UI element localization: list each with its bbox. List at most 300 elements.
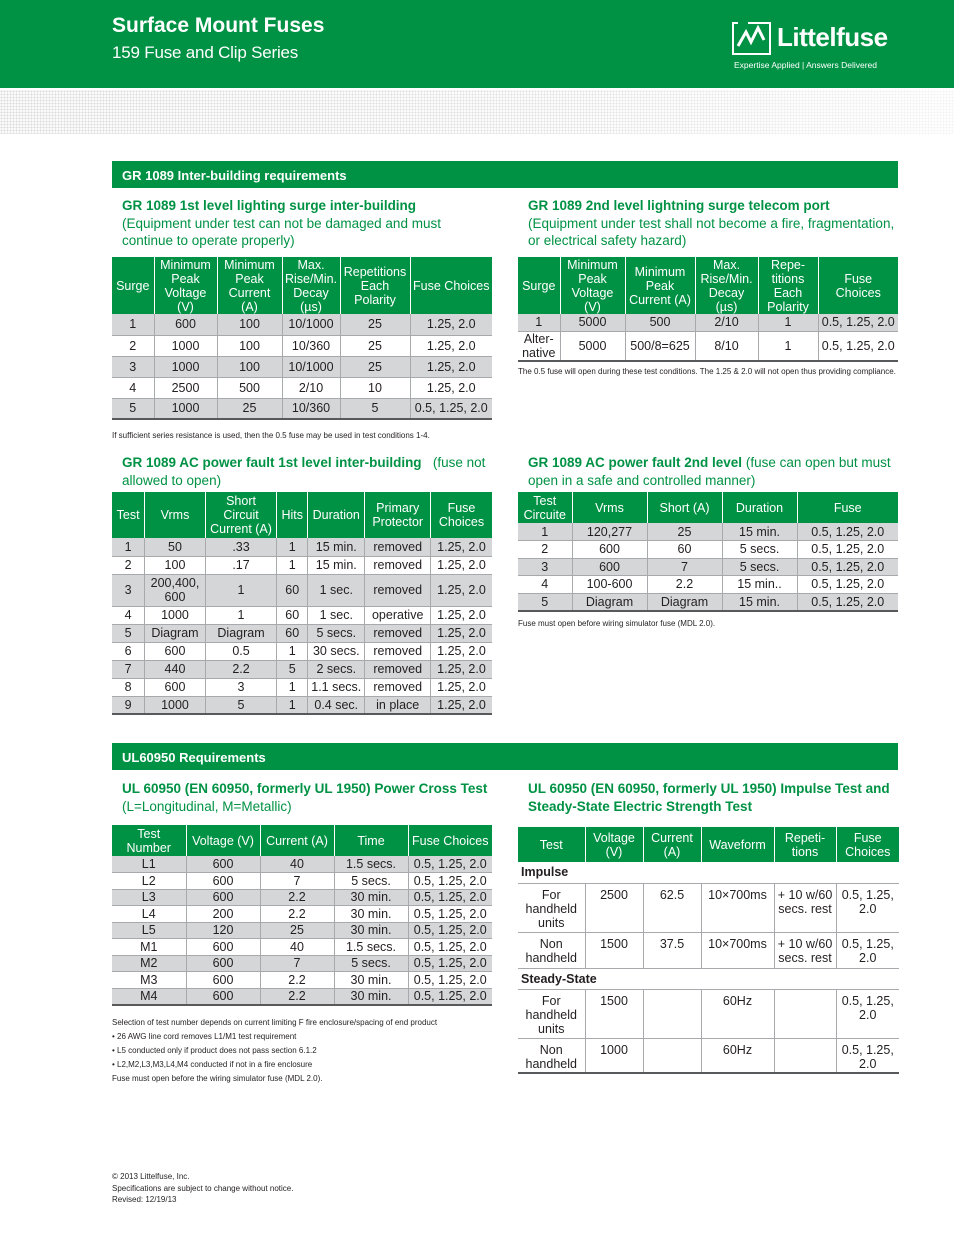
- t3-heading: [122, 454, 492, 489]
- table-row: [112, 356, 492, 377]
- t6-header-cell: Repeti- tions: [774, 827, 836, 862]
- t1-header-cell: Repetitions Each Polarity: [340, 257, 410, 314]
- cell: 0.5, 1.25, 2.0: [818, 314, 898, 331]
- cell: 0.5, 1.25, 2.0: [408, 889, 492, 906]
- t4-note: Fuse must open before wiring simulator fuse (MDL 2.0).: [518, 619, 716, 628]
- cell: 1.25, 2.0: [410, 314, 492, 335]
- cell: Diagram: [145, 624, 205, 642]
- t2-header-cell: Surge: [518, 257, 560, 314]
- cell: 0.5, 1.25, 2.0: [797, 541, 898, 559]
- cell: 5000: [560, 331, 625, 361]
- t5-header-cell: Fuse Choices: [408, 825, 492, 856]
- cell: 8: [112, 678, 145, 696]
- t3-header-cell: Test: [112, 492, 145, 538]
- cell: 1: [758, 314, 818, 331]
- t5-note-line: • L2,M2,L3,M3,L4,M4 conducted if not in a fire enclosure: [112, 1060, 313, 1069]
- t1-header-cell: Surge: [112, 257, 154, 314]
- cell: 1: [277, 556, 308, 574]
- gr1089-section-bar: GR 1089 Inter-building requirements: [112, 161, 898, 188]
- table-row: [112, 335, 492, 356]
- cell: 0.5, 1.25, 2.0: [797, 593, 898, 611]
- cell: removed: [365, 678, 431, 696]
- cell: 600: [186, 856, 260, 873]
- t5-title: UL 60950 (EN 60950, formerly UL 1950) Power Cross Test: [122, 781, 488, 796]
- t2-note: The 0.5 fuse will open during these test conditions. The 1.25 & 2.0 will not open thus providing compliance.: [518, 367, 896, 376]
- cell: 62.5: [643, 883, 701, 932]
- table-row: [112, 939, 492, 956]
- dot-pattern-fade: [0, 90, 954, 134]
- cell: 4: [112, 377, 154, 398]
- cell: 15 min.: [722, 593, 797, 611]
- cell: 1: [277, 538, 308, 556]
- t4-header-cell: Duration: [722, 492, 797, 523]
- t6-header-cell: Test: [518, 827, 585, 862]
- cell: 9: [112, 696, 145, 714]
- cell: L2: [112, 873, 186, 890]
- cell: 1: [205, 574, 277, 606]
- cell: 10×700ms: [701, 932, 774, 968]
- cell: 100: [217, 356, 282, 377]
- cell: 0.5, 1.25, 2.0: [408, 988, 492, 1005]
- cell: 0.5, 1.25, 2.0: [836, 883, 899, 932]
- cell: 1: [205, 606, 277, 624]
- cell: 600: [186, 873, 260, 890]
- cell: 3: [112, 356, 154, 377]
- cell: 0.5, 1.25, 2.0: [410, 398, 492, 419]
- cell: 0.5, 1.25, 2.0: [818, 331, 898, 361]
- cell: 5 secs.: [334, 873, 408, 890]
- cell: L5: [112, 922, 186, 939]
- table-row: [518, 331, 898, 361]
- cell: 4: [112, 606, 145, 624]
- cell: For handheld units: [518, 883, 585, 932]
- cell: 60: [647, 541, 722, 559]
- cell: 8/10: [695, 331, 758, 361]
- cell: 5: [340, 398, 410, 419]
- cell: 600: [154, 314, 217, 335]
- table-row: [518, 314, 898, 331]
- cell: 1.25, 2.0: [430, 696, 492, 714]
- cell: 30 min.: [334, 988, 408, 1005]
- cell: 0.5, 1.25, 2.0: [408, 873, 492, 890]
- cell: 60Hz: [701, 989, 774, 1038]
- table-row: [112, 972, 492, 989]
- cell: 1.25, 2.0: [410, 335, 492, 356]
- cell: 1: [277, 642, 308, 660]
- cell: 1 sec.: [308, 574, 365, 606]
- cell: 25: [340, 356, 410, 377]
- cell: 2500: [154, 377, 217, 398]
- cell: M2: [112, 955, 186, 972]
- cell: 25: [217, 398, 282, 419]
- cell: 15 min..: [722, 576, 797, 594]
- cell: 50: [145, 538, 205, 556]
- table-row: [112, 889, 492, 906]
- t5-header-cell: Test Number: [112, 825, 186, 856]
- cell: 15 min.: [308, 556, 365, 574]
- cell: 1000: [145, 606, 205, 624]
- cell: 5 secs.: [308, 624, 365, 642]
- t4-table: [518, 492, 898, 612]
- cell: 40: [260, 939, 334, 956]
- cell: 5: [205, 696, 277, 714]
- cell: 3: [112, 574, 145, 606]
- cell: 0.5, 1.25, 2.0: [408, 906, 492, 923]
- t5-note-line: Fuse must open before the wiring simulator fuse (MDL 2.0).: [112, 1074, 323, 1083]
- cell: 1 sec.: [308, 606, 365, 624]
- cell: 30 min.: [334, 922, 408, 939]
- cell: 4: [518, 576, 572, 594]
- t2-header-cell: Minimum Peak Voltage (V): [560, 257, 625, 314]
- cell: 600: [186, 939, 260, 956]
- t5-header-cell: Time: [334, 825, 408, 856]
- cell: removed: [365, 642, 431, 660]
- cell: 1.25, 2.0: [430, 678, 492, 696]
- t4-title: GR 1089 AC power fault 2nd level: [528, 455, 743, 470]
- table-row: [112, 696, 492, 714]
- cell: 10/360: [282, 398, 340, 419]
- cell: 60: [277, 606, 308, 624]
- cell: 0.5, 1.25, 2.0: [836, 932, 899, 968]
- cell: 5 secs.: [334, 955, 408, 972]
- cell: 600: [572, 541, 647, 559]
- cell: 0.5, 1.25, 2.0: [836, 1038, 899, 1073]
- table-row: [518, 1038, 899, 1073]
- table-row: [112, 906, 492, 923]
- cell: 30 min.: [334, 889, 408, 906]
- cell: 0.5, 1.25, 2.0: [408, 972, 492, 989]
- cell: 7: [112, 660, 145, 678]
- cell: 1: [518, 314, 560, 331]
- cell: 10/360: [282, 335, 340, 356]
- table-row: [112, 556, 492, 574]
- cell: 1000: [145, 696, 205, 714]
- table-row: [112, 314, 492, 335]
- cell: 2: [518, 541, 572, 559]
- cell: L3: [112, 889, 186, 906]
- cell: .33: [205, 538, 277, 556]
- cell: Non handheld: [518, 1038, 585, 1073]
- cell: 1.25, 2.0: [410, 377, 492, 398]
- cell: Diagram: [205, 624, 277, 642]
- cell: 2/10: [282, 377, 340, 398]
- cell: 100: [217, 314, 282, 335]
- cell: 2500: [585, 883, 643, 932]
- t5-note-line: Selection of test number depends on current limiting F fire enclosure/spacing of end product: [112, 1018, 438, 1027]
- cell: 1.1 secs.: [308, 678, 365, 696]
- table-row: [112, 398, 492, 419]
- cell: 1.25, 2.0: [430, 624, 492, 642]
- cell: 10×700ms: [701, 883, 774, 932]
- cell: 1.25, 2.0: [430, 538, 492, 556]
- brand-tagline: Expertise Applied | Answers Delivered: [734, 60, 878, 70]
- brand-name: Littelfuse: [777, 22, 888, 52]
- cell: 1.25, 2.0: [430, 556, 492, 574]
- cell: [643, 1038, 701, 1073]
- t5-notes: [112, 1016, 502, 1086]
- cell: 25: [647, 523, 722, 541]
- page-subtitle: 159 Fuse and Clip Series: [112, 43, 299, 62]
- cell: 2.2: [260, 889, 334, 906]
- cell: 30 min.: [334, 972, 408, 989]
- t5-header-cell: Voltage (V): [186, 825, 260, 856]
- ul60950-section-bar: UL60950 Requirements: [112, 743, 898, 770]
- cell: 100: [217, 335, 282, 356]
- t4-header-cell: Fuse: [797, 492, 898, 523]
- cell: [643, 989, 701, 1038]
- table-row: [112, 678, 492, 696]
- cell: 40: [260, 856, 334, 873]
- cell: 1: [112, 538, 145, 556]
- t2-header-cell: Minimum Peak Current (A): [625, 257, 695, 314]
- cell: Alter- native: [518, 331, 560, 361]
- cell: 5: [112, 398, 154, 419]
- table-row: [112, 574, 492, 606]
- cell: 200: [186, 906, 260, 923]
- cell: 3: [205, 678, 277, 696]
- cell: M1: [112, 939, 186, 956]
- cell: 0.5: [205, 642, 277, 660]
- cell: removed: [365, 624, 431, 642]
- t6-heading: [528, 780, 898, 815]
- cell: 500/8=625: [625, 331, 695, 361]
- t6-header-cell: Waveform: [701, 827, 774, 862]
- table-row: [112, 955, 492, 972]
- t3-header-cell: Fuse Choices: [430, 492, 492, 538]
- page-title: Surface Mount Fuses: [112, 14, 325, 37]
- cell: 5: [112, 624, 145, 642]
- page-footer: [112, 1171, 293, 1206]
- table-row: [518, 523, 898, 541]
- table-row: [112, 606, 492, 624]
- t1-title: GR 1089 1st level lighting surge inter-building: [122, 198, 417, 213]
- cell: 600: [145, 642, 205, 660]
- cell: 600: [186, 972, 260, 989]
- cell: 3: [518, 558, 572, 576]
- cell: 1.5 secs.: [334, 939, 408, 956]
- cell: 37.5: [643, 932, 701, 968]
- cell: 10/1000: [282, 314, 340, 335]
- t4-header-cell: Short (A): [647, 492, 722, 523]
- cell: 0.5, 1.25, 2.0: [408, 939, 492, 956]
- littelfuse-logo: [732, 20, 902, 78]
- page-header: [0, 0, 954, 88]
- littelfuse-logo-icon: [732, 20, 772, 56]
- cell: 1000: [154, 398, 217, 419]
- cell: 2.2: [647, 576, 722, 594]
- table-row: [112, 538, 492, 556]
- cell: 30 secs.: [308, 642, 365, 660]
- t1-header-cell: Max. Rise/Min. Decay (µs): [282, 257, 340, 314]
- cell: Diagram: [572, 593, 647, 611]
- cell: 60: [277, 574, 308, 606]
- t3-title: GR 1089 AC power fault 1st level inter-building: [122, 455, 422, 470]
- cell: 1.25, 2.0: [430, 606, 492, 624]
- cell: 200,400, 600: [145, 574, 205, 606]
- t4-heading: [528, 454, 898, 489]
- cell: operative: [365, 606, 431, 624]
- cell: 0.5, 1.25, 2.0: [797, 558, 898, 576]
- t2-subtitle: (Equipment under test shall not become a fire, fragmentation, or electrical safety hazard): [528, 215, 895, 248]
- table-row: [112, 873, 492, 890]
- table-row: [112, 988, 492, 1005]
- cell: 30 min.: [334, 906, 408, 923]
- t1-note: If sufficient series resistance is used, then the 0.5 fuse may be used in test conditions 1-4.: [112, 431, 430, 440]
- cell: .17: [205, 556, 277, 574]
- cell: 5 secs.: [722, 558, 797, 576]
- cell: L1: [112, 856, 186, 873]
- cell: 0.5, 1.25, 2.0: [408, 955, 492, 972]
- cell: 120,277: [572, 523, 647, 541]
- t3-subtitle: (fuse not allowed to open): [122, 455, 486, 488]
- cell: 5: [277, 660, 308, 678]
- cell: 1: [277, 696, 308, 714]
- t4-subtitle: (fuse can open but must open in a safe and controlled manner): [528, 455, 891, 488]
- cell: 2.2: [260, 972, 334, 989]
- table-row: [518, 541, 898, 559]
- cell: [774, 1038, 836, 1073]
- copyright: © 2013 Littelfuse, Inc.: [112, 1172, 190, 1181]
- t2-header-cell: Repe- titions Each Polarity: [758, 257, 818, 314]
- cell: + 10 w/60 secs. rest: [774, 883, 836, 932]
- cell: 2: [112, 556, 145, 574]
- cell: 120: [186, 922, 260, 939]
- cell: 0.5, 1.25, 2.0: [408, 856, 492, 873]
- cell: 1000: [585, 1038, 643, 1073]
- footer-disclaimer: Specifications are subject to change without notice.: [112, 1183, 294, 1193]
- cell: 0.5, 1.25, 2.0: [797, 576, 898, 594]
- cell: 1: [758, 331, 818, 361]
- revision-date: Revised: 12/19/13: [112, 1195, 177, 1204]
- t3-header-cell: Hits: [277, 492, 308, 538]
- t1-header-cell: Minimum Peak Current (A): [217, 257, 282, 314]
- cell: 60: [277, 624, 308, 642]
- cell: 15 min.: [722, 523, 797, 541]
- cell: 2.2: [260, 988, 334, 1005]
- t6-header-cell: Fuse Choices: [836, 827, 899, 862]
- cell: 0.5, 1.25, 2.0: [797, 523, 898, 541]
- cell: 10/1000: [282, 356, 340, 377]
- t3-header-cell: Duration: [308, 492, 365, 538]
- cell: 100: [145, 556, 205, 574]
- cell: 2/10: [695, 314, 758, 331]
- cell: 1: [277, 678, 308, 696]
- t2-header-cell: Max. Rise/Min. Decay (µs): [695, 257, 758, 314]
- cell: 15 min.: [308, 538, 365, 556]
- cell: 1.5 secs.: [334, 856, 408, 873]
- t5-note-line: • 26 AWG line cord removes L1/M1 test requirement: [112, 1032, 297, 1041]
- cell: 10: [340, 377, 410, 398]
- t3-header-cell: Vrms: [145, 492, 205, 538]
- table-row: [518, 558, 898, 576]
- t2-table: [518, 257, 898, 362]
- table-row: [518, 883, 899, 932]
- cell: M3: [112, 972, 186, 989]
- cell: 0.5, 1.25, 2.0: [408, 922, 492, 939]
- table-row: [112, 856, 492, 873]
- t1-header-cell: Minimum Peak Voltage (V): [154, 257, 217, 314]
- table-subheader-row: [518, 862, 899, 883]
- t6-header-cell: Voltage (V): [585, 827, 643, 862]
- t3-header-cell: Short Circuit Current (A): [205, 492, 277, 538]
- t1-table: [112, 257, 492, 420]
- t4-header-cell: Test Circuite: [518, 492, 572, 523]
- t2-heading: [528, 197, 898, 250]
- cell: removed: [365, 538, 431, 556]
- cell: removed: [365, 660, 431, 678]
- t5-subtitle: (L=Longitudinal, M=Metallic): [122, 798, 292, 814]
- t1-subtitle: (Equipment under test can not be damaged and must continue to operate properly): [122, 215, 441, 248]
- t5-table: [112, 825, 492, 1006]
- table-row: [112, 922, 492, 939]
- cell: 1.25, 2.0: [430, 574, 492, 606]
- cell: 1.25, 2.0: [430, 642, 492, 660]
- t2-title: GR 1089 2nd level lightning surge telecom port: [528, 198, 830, 213]
- t1-heading: [122, 197, 492, 250]
- t3-header-cell: Primary Protector: [365, 492, 431, 538]
- cell: 600: [186, 955, 260, 972]
- t4-header-cell: Vrms: [572, 492, 647, 523]
- cell: 7: [260, 955, 334, 972]
- t1-header-cell: Fuse Choices: [410, 257, 492, 314]
- table-row: [518, 593, 898, 611]
- cell: 1500: [585, 989, 643, 1038]
- cell: 25: [340, 314, 410, 335]
- cell: 2.2: [205, 660, 277, 678]
- cell: 7: [260, 873, 334, 890]
- t5-note-line: • L5 conducted only if product does not pass section 6.1.2: [112, 1046, 317, 1055]
- table-row: [112, 377, 492, 398]
- cell: 600: [572, 558, 647, 576]
- t6-title: UL 60950 (EN 60950, formerly UL 1950) Impulse Test and Steady-State Electric Strength Test: [528, 781, 890, 814]
- cell: 5 secs.: [722, 541, 797, 559]
- t6-table: [518, 827, 899, 1074]
- cell: 1: [518, 523, 572, 541]
- cell: 2: [112, 335, 154, 356]
- t5-heading: [122, 780, 502, 815]
- cell: 5: [518, 593, 572, 611]
- cell: 1500: [585, 932, 643, 968]
- cell: removed: [365, 574, 431, 606]
- cell: in place: [365, 696, 431, 714]
- cell: 5000: [560, 314, 625, 331]
- cell: 0.4 sec.: [308, 696, 365, 714]
- t3-table: [112, 492, 492, 715]
- cell: 0.5, 1.25, 2.0: [836, 989, 899, 1038]
- cell: 600: [186, 988, 260, 1005]
- cell: 2.2: [260, 906, 334, 923]
- table-row: [112, 642, 492, 660]
- impulse-label: Impulse: [518, 862, 899, 883]
- cell: Diagram: [647, 593, 722, 611]
- cell: 100-600: [572, 576, 647, 594]
- t6-header-cell: Current (A): [643, 827, 701, 862]
- cell: M4: [112, 988, 186, 1005]
- table-row: [112, 624, 492, 642]
- cell: removed: [365, 556, 431, 574]
- cell: 1000: [154, 335, 217, 356]
- cell: 440: [145, 660, 205, 678]
- cell: 1.25, 2.0: [410, 356, 492, 377]
- cell: 600: [186, 889, 260, 906]
- cell: 6: [112, 642, 145, 660]
- cell: 7: [647, 558, 722, 576]
- cell: 500: [217, 377, 282, 398]
- table-row: [112, 660, 492, 678]
- cell: 60Hz: [701, 1038, 774, 1073]
- cell: [774, 989, 836, 1038]
- cell: For handheld units: [518, 989, 585, 1038]
